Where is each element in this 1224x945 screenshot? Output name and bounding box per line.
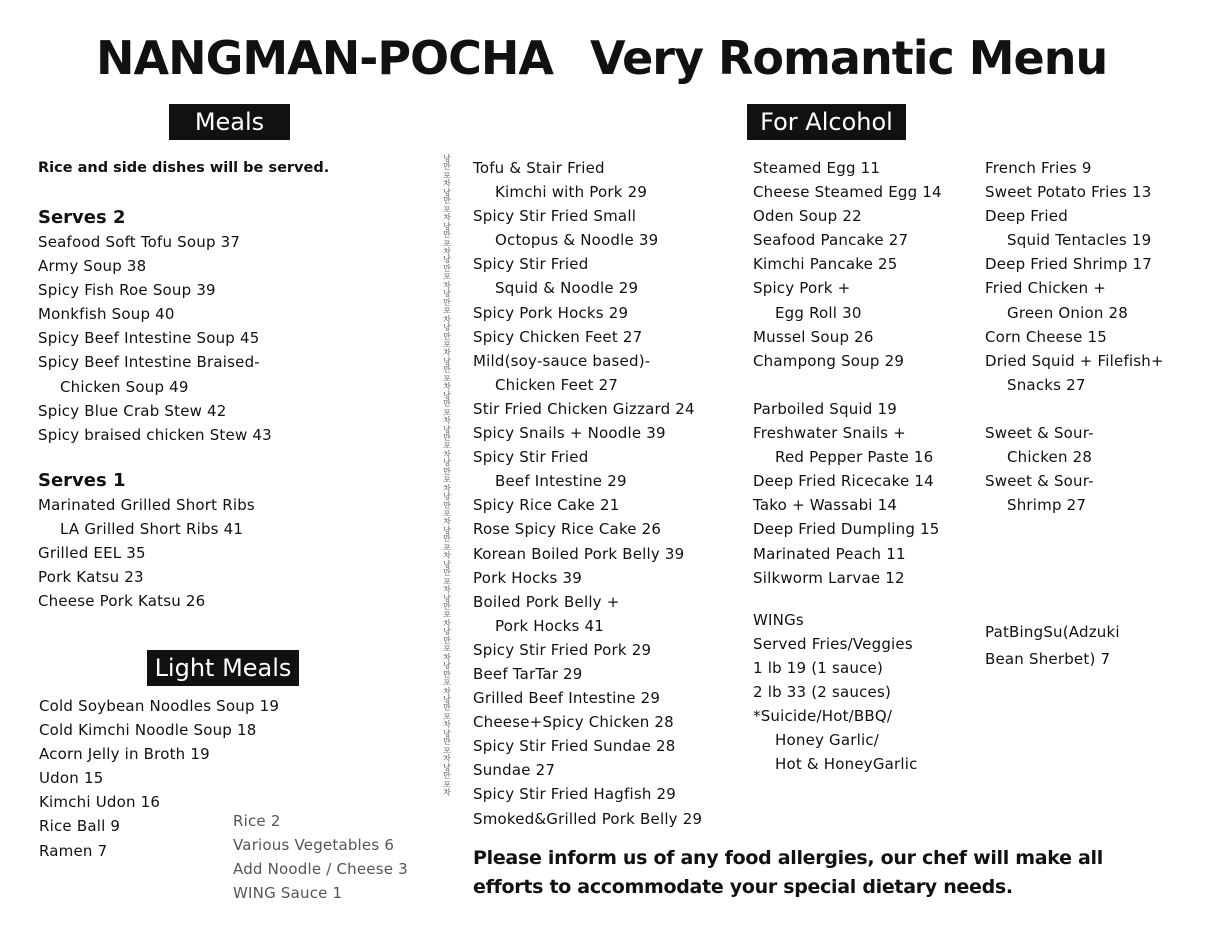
alcohol-list-1 — [753, 156, 942, 590]
menu-item: Sweet Potato Fries 13 — [985, 183, 1152, 202]
menu-item: Marinated Peach 11 — [753, 544, 906, 563]
menu-item: Tofu & Stair Fried — [473, 159, 605, 177]
vertical-brand-text: 낭 만 포 차 낭 만 포 차 낭 만 포 차 낭 만 포 차 낭 만 포 차 낭 만 포 차 낭 만 포 차 낭 만 포 차 낭 만 포 차 낭 만 포 차 낭 만 포 차 낭 만 포 차 낭 만 포 차 낭 만 포 차 낭 만 포 차 낭 만 포 차 낭 만 포 차 낭 만 포 차 낭 만 포 차 — [443, 154, 451, 797]
menu-item: Cheese Steamed Egg 14 — [753, 183, 942, 202]
allergy-note — [473, 844, 1103, 902]
menu-item — [753, 373, 942, 397]
menu-item: Seafood Soft Tofu Soup 37 — [38, 233, 241, 251]
menu-item: Spicy Beef Intestine Soup 45 — [38, 329, 260, 348]
menu-item: Grilled Beef Intestine 29 — [473, 689, 661, 708]
wings-line: 1 lb 19 (1 sauce) — [753, 658, 884, 677]
menu-item: Oden Soup 22 — [753, 207, 862, 226]
menu-item: Spicy Fish Roe Soup 39 — [38, 281, 216, 300]
menu-item: Parboiled Squid 19 — [753, 399, 897, 418]
menu-item: Deep Fried Ricecake 14 — [753, 472, 934, 491]
menu-item: Spicy Pork + — [753, 279, 851, 298]
menu-item: Army Soup 38 — [38, 257, 147, 276]
wings-line: *Suicide/Hot/BBQ/ — [753, 707, 893, 726]
extra-item: Add Noodle / Cheese 3 — [233, 860, 408, 879]
menu-item: Spicy Beef Intestine Braised- — [38, 353, 260, 372]
menu-item: Grilled EEL 35 — [38, 544, 146, 563]
menu-item: Beef TarTar 29 — [473, 664, 583, 683]
menu-item: Spicy Stir Fried Hagfish 29 — [473, 785, 677, 804]
serves2-heading: Serves 2 — [38, 207, 126, 228]
menu-item: Rice Ball 9 — [39, 817, 121, 836]
menu-item: Spicy Pork Hocks 29 — [473, 303, 629, 322]
menu-item: Smoked&Grilled Pork Belly 29 — [473, 809, 703, 828]
menu-item: Champong Soup 29 — [753, 351, 905, 370]
serves1-heading: Serves 1 — [38, 469, 126, 491]
menu-item: Mild(soy-sauce based)- — [473, 351, 651, 370]
menu-item: Chicken Soup 49 — [60, 377, 189, 396]
menu-item: Spicy Stir Fried Small — [473, 207, 637, 226]
menu-item: Chicken Feet 27 — [495, 375, 619, 394]
menu-item: Sundae 27 — [473, 761, 556, 780]
menu-item: Ramen 7 — [39, 841, 108, 860]
menu-item: Pork Hocks 39 — [473, 568, 582, 587]
menu-item: Spicy Stir Fried Sundae 28 — [473, 737, 676, 756]
menu-item: Korean Boiled Pork Belly 39 — [473, 544, 685, 563]
alcohol-badge: For Alcohol — [747, 104, 906, 140]
menu-item: Spicy Chicken Feet 27 — [473, 327, 643, 346]
menu-item: Red Pepper Paste 16 — [775, 448, 934, 467]
wings-line: 2 lb 33 (2 sauces) — [753, 682, 892, 701]
menu-item: Kimchi Pancake 25 — [753, 255, 898, 274]
patbingsu-line-1: PatBingSu(Adzuki — [985, 623, 1120, 641]
menu-item: Pork Katsu 23 — [38, 568, 144, 587]
menu-item: Acorn Jelly in Broth 19 — [39, 745, 210, 764]
menu-item: Deep Fried Shrimp 17 — [985, 255, 1153, 274]
menu-item: Tako + Wassabi 14 — [753, 496, 898, 515]
menu-item — [985, 397, 1164, 421]
menu-item: Fried Chicken + — [985, 279, 1107, 298]
extra-item: Various Vegetables 6 — [233, 836, 395, 855]
menu-item: Monkfish Soup 40 — [38, 305, 175, 324]
menu-item: Cheese Pork Katsu 26 — [38, 592, 206, 611]
meals-badge: Meals — [169, 104, 290, 140]
menu-item: Dried Squid + Filefish+ — [985, 351, 1164, 370]
alcohol-column-1 — [753, 156, 942, 776]
menu-item: Spicy Stir Fried — [473, 448, 589, 467]
wings-line: WINGs — [753, 610, 804, 629]
menu-item: Mussel Soup 26 — [753, 327, 874, 346]
menu-item: Stir Fried Chicken Gizzard 24 — [473, 399, 695, 418]
menu-item: Boiled Pork Belly + — [473, 592, 620, 611]
menu-item: Deep Fried Dumpling 15 — [753, 520, 940, 539]
menu-item: French Fries 9 — [985, 159, 1092, 177]
menu-item: Cheese+Spicy Chicken 28 — [473, 713, 674, 732]
wings-line: Served Fries/Veggies — [753, 634, 913, 653]
menu-item: Squid & Noodle 29 — [495, 279, 639, 298]
menu-item: Rose Spicy Rice Cake 26 — [473, 520, 662, 539]
menu-item: Pork Hocks 41 — [495, 616, 604, 635]
menu-item: Squid Tentacles 19 — [1007, 231, 1152, 250]
rice-note: Rice and side dishes will be served. — [38, 160, 330, 176]
menu-item: Seafood Pancake 27 — [753, 231, 909, 250]
menu-item: Spicy Stir Fried — [473, 255, 589, 274]
menu-item: Silkworm Larvae 12 — [753, 568, 905, 587]
menu-item: Beef Intestine 29 — [495, 472, 627, 491]
allergy-line-1: Please inform us of any food allergies, our chef will make all — [473, 847, 1103, 869]
menu-item: Cold Kimchi Noodle Soup 18 — [39, 721, 257, 740]
serves2-list — [38, 230, 329, 447]
menu-item: Snacks 27 — [1007, 375, 1086, 394]
alcohol-list-2 — [985, 156, 1164, 517]
menu-item: Marinated Grilled Short Ribs — [38, 495, 255, 514]
menu-item: LA Grilled Short Ribs 41 — [60, 519, 244, 538]
menu-item: Cold Soybean Noodles Soup 19 — [39, 697, 280, 715]
serves1-list — [38, 493, 329, 613]
extra-item: WING Sauce 1 — [233, 884, 343, 903]
menu-item: Spicy Stir Fried Pork 29 — [473, 640, 652, 659]
menu-item: Egg Roll 30 — [775, 303, 862, 322]
extra-item: Rice 2 — [233, 812, 281, 830]
allergy-line-2: efforts to accommodate your special dietary needs. — [473, 876, 1013, 898]
wings-list — [753, 608, 942, 777]
extras-list — [233, 809, 408, 905]
menu-item: Spicy Blue Crab Stew 42 — [38, 401, 227, 420]
menu-item: Shrimp 27 — [1007, 496, 1087, 515]
menu-item: Kimchi with Pork 29 — [495, 183, 648, 202]
wings-line: Hot & HoneyGarlic — [775, 755, 918, 774]
menu-item: Spicy Rice Cake 21 — [473, 496, 620, 515]
menu-item: Deep Fried — [985, 207, 1068, 226]
menu-item: Udon 15 — [39, 769, 104, 788]
wings-line: Honey Garlic/ — [775, 731, 880, 750]
menu-item: Corn Cheese 15 — [985, 327, 1107, 346]
menu-item: Kimchi Udon 16 — [39, 793, 161, 812]
menu-item: Octopus & Noodle 39 — [495, 231, 659, 250]
patbingsu-line-2: Bean Sherbet) 7 — [985, 650, 1111, 668]
menu-item: Sweet & Sour- — [985, 472, 1094, 491]
menu-item: Sweet & Sour- — [985, 424, 1094, 443]
menu-item: Green Onion 28 — [1007, 303, 1129, 322]
brand-title: NANGMAN-POCHA — [96, 31, 553, 85]
menu-item: Spicy braised chicken Stew 43 — [38, 425, 272, 444]
middle-menu-column — [473, 156, 702, 831]
light-meals-badge: Light Meals — [147, 650, 299, 686]
menu-item: Steamed Egg 11 — [753, 159, 881, 177]
alcohol-column-2 — [985, 156, 1164, 517]
menu-title: Very Romantic Menu — [590, 31, 1108, 85]
menu-item: Freshwater Snails + — [753, 424, 906, 443]
meals-column — [38, 156, 329, 613]
menu-item: Chicken 28 — [1007, 448, 1093, 467]
menu-item: Spicy Snails + Noodle 39 — [473, 424, 666, 443]
patbingsu-item — [985, 619, 1120, 673]
